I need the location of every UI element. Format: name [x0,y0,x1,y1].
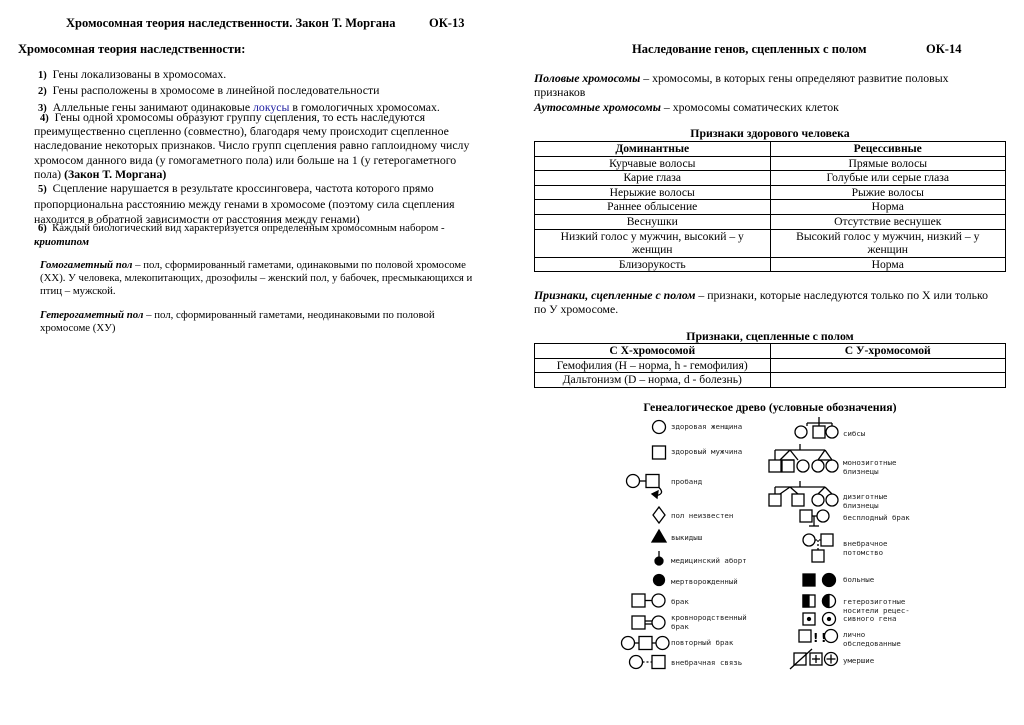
left-section-title: Хромосомная теория наследственности: [18,42,246,56]
label-heterozygous-carriers: гетерозиготные носители рецес- сивного гена [843,597,910,624]
deceased-symbol [790,649,838,669]
table-row: Гемофилия (Н – норма, h - гемофилия) [535,358,1006,373]
label-marriage: брак [671,597,689,606]
healthy-male-symbol [653,446,666,459]
table-row: Нерыжие волосы Рыжие волосы [535,185,1006,200]
label-deceased: умершие [843,656,875,665]
marriage-symbol [632,594,665,607]
homogametic-definition: Гомогаметный пол – пол, сформированный гаметами, одинаковыми по половой хромосоме (ХХ). У человека, млекопитающих, дрозофилы – женский пол, у бабочек, пресмыкающихся и птиц – мужской. [40,259,473,297]
miscarriage-symbol [652,530,666,542]
table-row: Низкий голос у мужчин, высокий – у женщин Высокий голос у мужчин, низкий – у женщин [535,229,1006,257]
theory-item-3: 3) Аллельные гены занимают одинаковые локусы в гомологичных хромосомах. [38,99,440,114]
table-row: Раннее облысение Норма [535,200,1006,215]
dizygotic-twins-symbol [769,481,838,506]
table-header-dominant: Доминантные [535,142,771,157]
right-header-title: Наследование генов, сцепленных с полом [632,42,867,56]
sibs-symbol [795,417,838,438]
table-header-row [535,142,1006,157]
morgan-law: (Закон Т. Моргана) [64,167,167,182]
label-monozygotic-twins: монозиготные близнецы [843,458,897,476]
left-header-title: Хромосомная теория наследственности. Закон Т. Моргана [66,16,396,30]
label-healthy-male: здоровый мужчина [671,447,743,456]
sex-chromosomes-definition: Половые хромосомы – хромосомы, в которых гены определяют развитие половых признаков Аутосомные хромосомы – хромосомы соматических клеток [534,71,949,114]
table2-title: Признаки, сцепленные с полом [686,329,854,343]
sex-linked-table [534,343,1006,388]
table-header-y: С У-хромосомой [770,344,1006,359]
healthy-traits-table [534,141,1006,272]
label-personally-examined: лично обследованные [843,630,901,648]
consanguineous-marriage-symbol [632,616,665,629]
theory-item-6: 6) Каждый биологический вид характеризуется определенным хромосомным набором - криотипом [34,222,504,249]
theory-item-4: 4) Гены одной хромосомы образуют группу сцепления, то есть наследуются [40,110,426,124]
label-unknown-sex: пол неизвестен [671,511,734,520]
extramarital-relation-symbol [630,656,666,669]
table1-title: Признаки здорового человека [690,126,850,140]
heterozygous-carrier-symbol [803,595,836,626]
label-healthy-female: здоровая женщина [671,422,743,431]
unknown-sex-symbol [653,507,665,523]
left-header-code: ОК-13 [429,16,465,30]
table-row: Близорукость Норма [535,257,1006,272]
theory-list [34,67,494,116]
table-row: Карие глаза Голубые или серые глаза [535,171,1006,186]
label-stillborn: мертворожденный [671,577,738,586]
stillborn-symbol [654,575,665,586]
label-extramarital-relation: внебрачная связь [671,658,743,667]
label-proband: пробанд [671,477,703,486]
exclaim-mark-1: ! [813,631,819,645]
label-repeated-marriage: повторный брак [671,638,734,647]
label-miscarriage: выкидыш [671,533,703,542]
repeated-marriage-symbol [622,637,670,650]
proband-symbol [627,475,662,499]
label-infertile-marriage: бесплодный брак [843,513,910,522]
theory-item-5: 5) Сцепление нарушается в результате кроссинговера, частота которого прямо пропорциональна расстоянию между генами в хромосоме (поэтому сила сцепления находится в обратной зависимости от расстояния между генами) [34,181,455,226]
extramarital-offspring-symbol [803,534,833,562]
table-row: Дальтонизм (D – норма, d - болезнь) [535,373,1006,388]
label-sibs: сибсы [843,429,866,438]
table-header-recessive: Рецессивные [770,142,1006,157]
karyotype-term: криотипом [34,235,90,248]
genealogy-legend [600,410,960,685]
label-medical-abortion: медицинский аборт [671,556,747,565]
heterogametic-definition: Гетерогаметный пол – пол, сформированный гаметами, неодинаковыми по половой хромосоме (ХУ) [40,309,435,334]
label-consanguineous-marriage: кровнородственный брак [671,613,747,631]
genealogy-title: Генеалогическое древо (условные обозначения) [643,400,897,414]
monozygotic-twins-symbol [769,444,838,472]
theory-item-2: 2) Гены расположены в хромосоме в линейной последовательности [38,83,380,98]
infertile-marriage-symbol [800,510,829,526]
locus-link[interactable]: локусы [253,99,290,114]
affected-symbol [803,574,836,587]
exclaim-mark-2: ! [821,631,827,645]
label-affected: больные [843,575,875,584]
sex-linked-definition: Признаки, сцепленные с полом – признаки, которые наследуются только по Х или только по У хромосоме. [534,288,989,317]
medical-abortion-symbol [655,551,663,565]
right-header-code: ОК-14 [926,42,962,56]
table-row: Веснушки Отсутствие веснушек [535,214,1006,229]
table-header-x: С Х-хромосомой [535,344,771,359]
label-extramarital-offspring: внебрачное потомство [843,539,888,557]
healthy-female-symbol [653,421,666,434]
label-dizygotic-twins: дизиготные близнецы [843,492,888,510]
autosome-term: Аутосомные хромосомы [534,99,661,114]
theory-item-1: 1) Гены локализованы в хромосомах. [38,67,227,81]
table-header-row [535,344,1006,359]
table-row: Курчавые волосы Прямые волосы [535,156,1006,171]
